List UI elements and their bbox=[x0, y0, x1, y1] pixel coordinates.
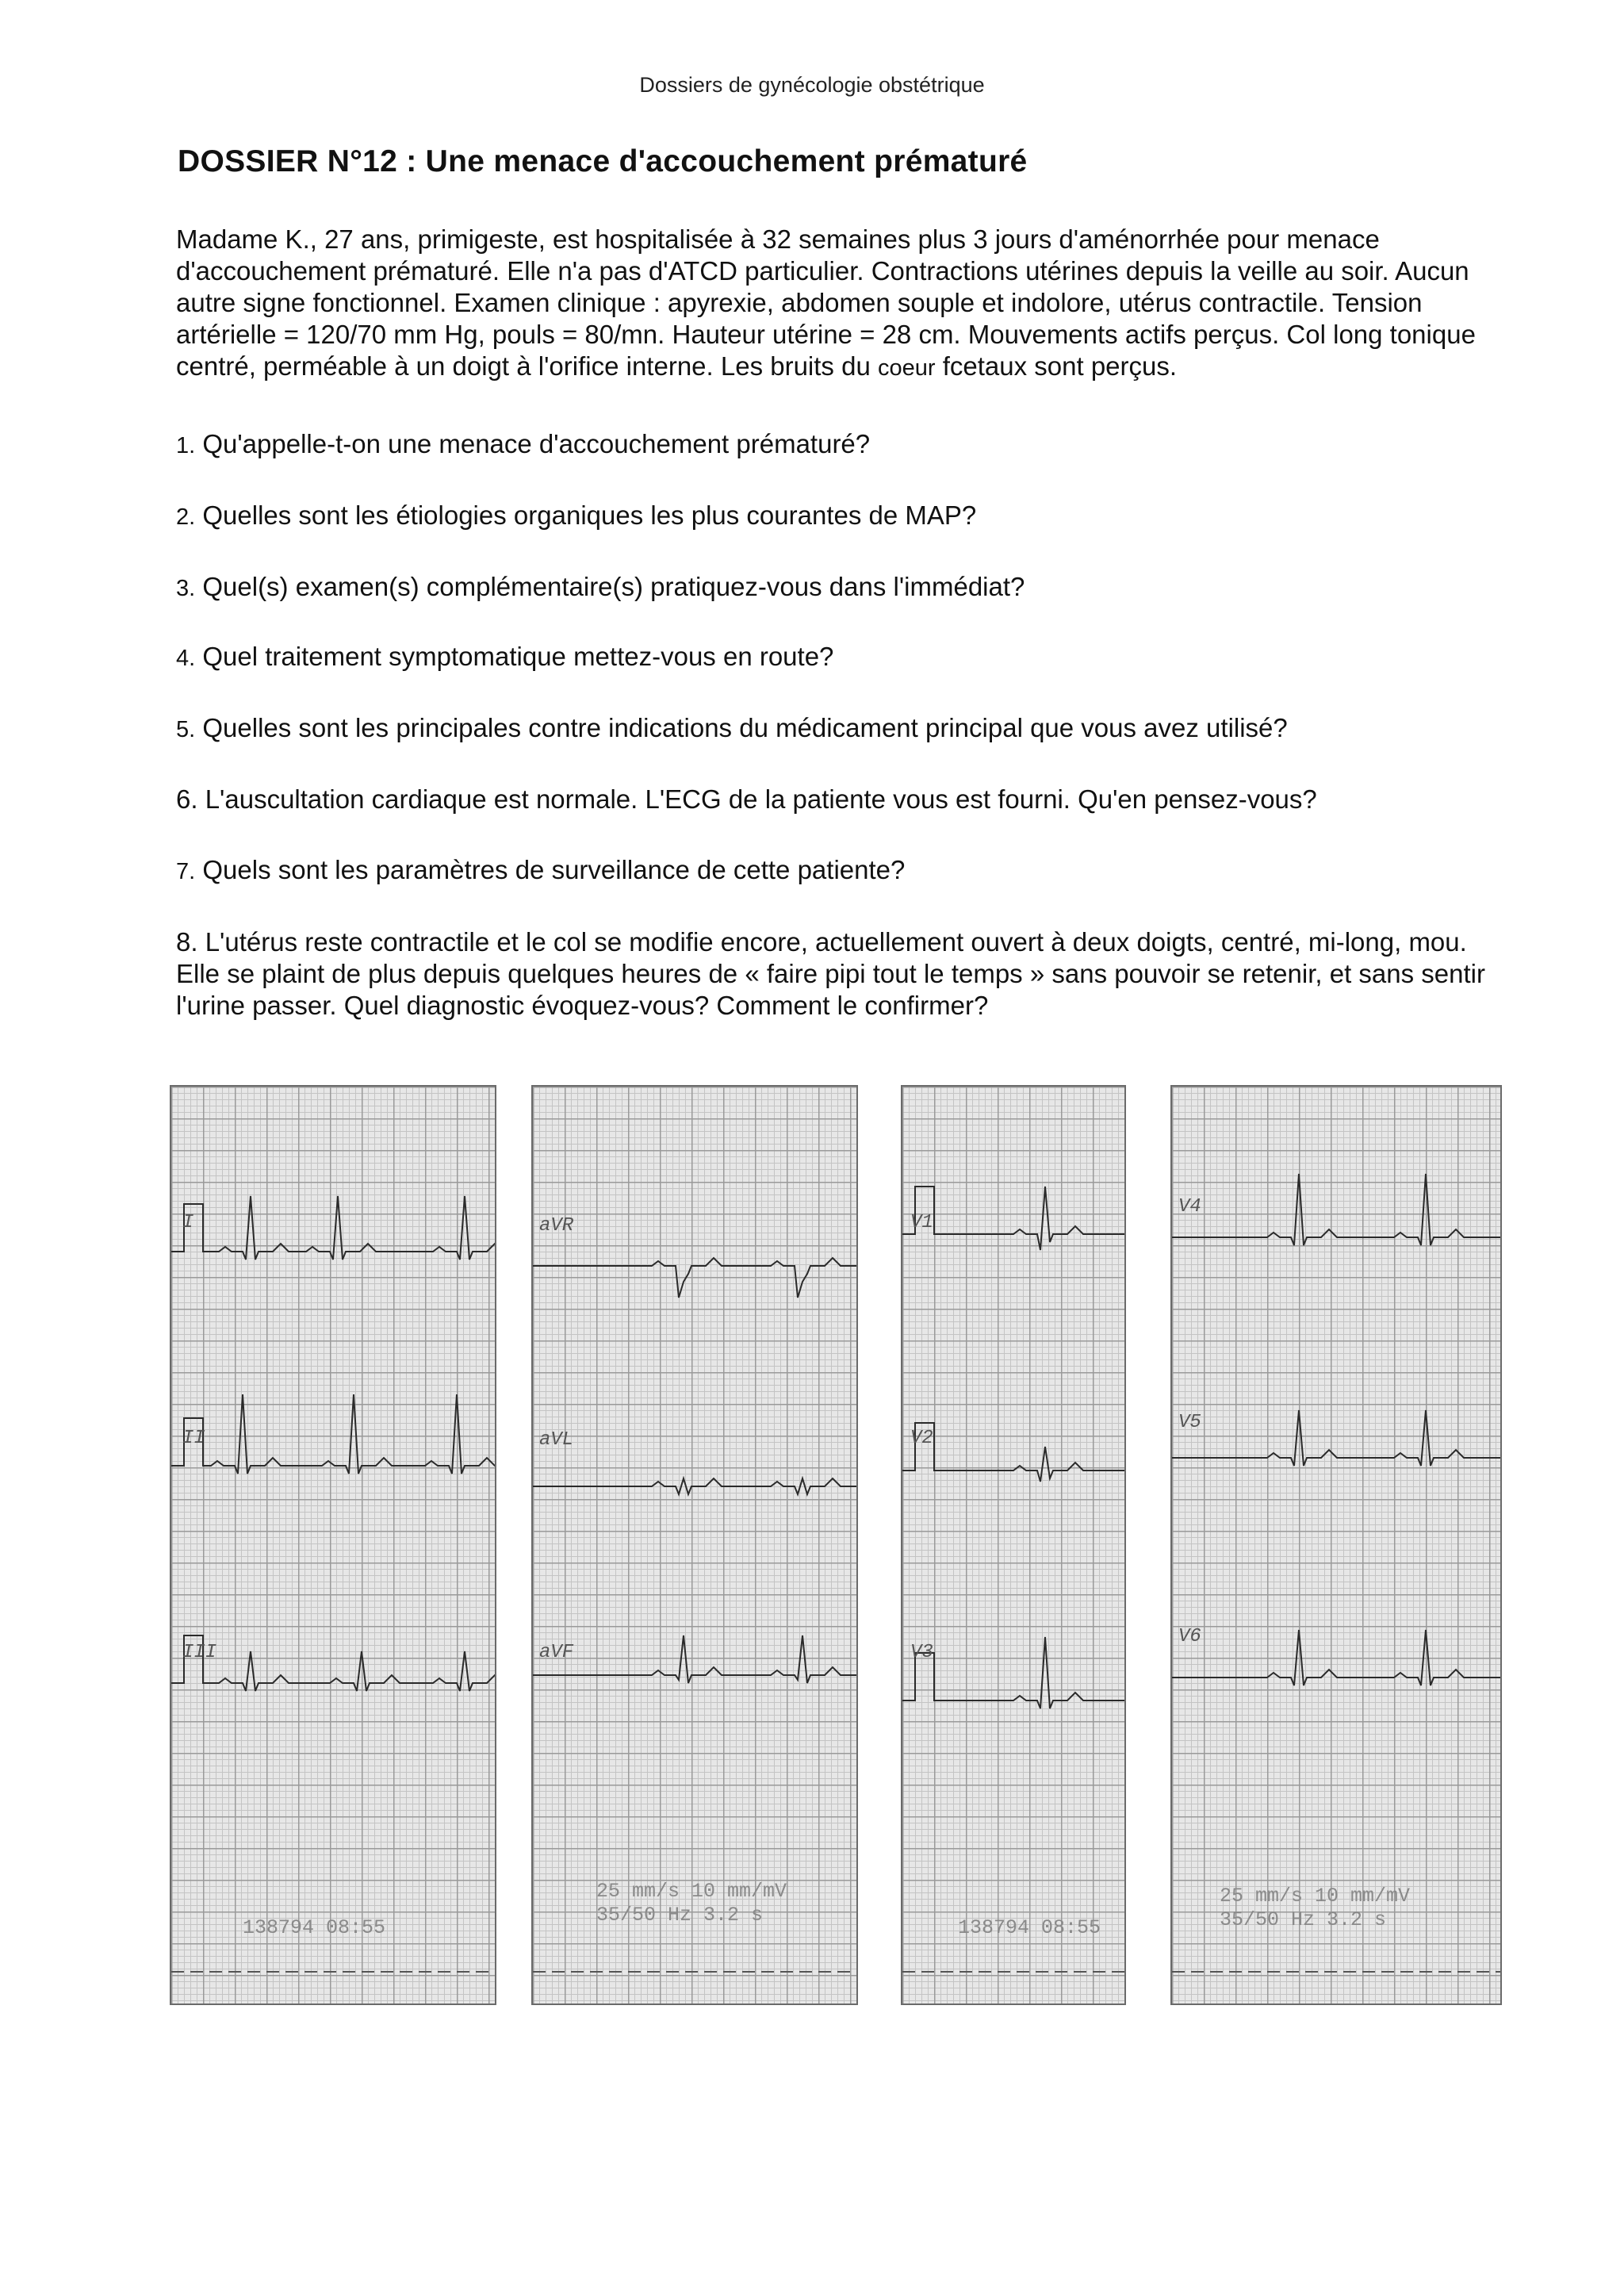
question-6 bbox=[176, 784, 1492, 815]
question-text: Quelles sont les principales contre indications du médicament principal que vous avez utilisé? bbox=[202, 713, 1288, 742]
case-text-after: sont perçus. bbox=[1034, 351, 1178, 381]
ecg-trace-2 bbox=[533, 1478, 858, 1494]
question-7 bbox=[176, 854, 1492, 888]
question-text: Quels sont les paramètres de surveillance de cette patiente? bbox=[202, 855, 906, 884]
lead-label-V5: V5 bbox=[1178, 1412, 1201, 1433]
question-number: 2. bbox=[176, 504, 196, 530]
ecg-footer-augmented: 25 mm/s 10 mm/mV 35/50 Hz 3.2 s bbox=[596, 1880, 787, 1927]
ecg-trace-3 bbox=[902, 1637, 1126, 1708]
lead-label-V4: V4 bbox=[1178, 1196, 1201, 1217]
ecg-trace-3 bbox=[1172, 1630, 1502, 1685]
ecg-trace-3 bbox=[171, 1635, 496, 1691]
question-text: Quelles sont les étiologies organiques les plus courantes de MAP? bbox=[202, 500, 977, 530]
lead-label-aVL: aVL bbox=[539, 1429, 574, 1451]
question-number: 8. bbox=[176, 927, 198, 957]
dossier-title: DOSSIER N°12 : Une menace d'accouchement prématuré bbox=[178, 144, 1028, 178]
question-3 bbox=[176, 571, 1492, 604]
ecg-footer-v1-v3: 138794 08:55 bbox=[958, 1916, 1101, 1939]
ecg-trace-3 bbox=[533, 1635, 858, 1683]
case-word-coeur: coeur bbox=[877, 355, 936, 381]
ecg-strip-augmented bbox=[531, 1085, 858, 2005]
question-number: 4. bbox=[176, 646, 196, 671]
ecg-trace-1 bbox=[902, 1187, 1126, 1250]
question-text: Quel traitement symptomatique mettez-vous en route? bbox=[202, 642, 834, 671]
lead-label-V3: V3 bbox=[910, 1642, 933, 1663]
ecg-trace-1 bbox=[533, 1258, 858, 1298]
lead-label-aVF: aVF bbox=[539, 1642, 574, 1663]
case-text-before: Madame K., 27 ans, primigeste, est hospitalisée à 32 semaines plus 3 jours d'aménorrhée pour menace d'accouchement prématuré. Elle n'a pas d'ATCD particulier. Contractions utérines depuis la veille au soir. Aucun autre signe fonctionnel. Examen clinique : apyrexie, abdomen souple et indolore, utérus contractile. Tension artérielle = 120/70 mm Hg, pouls = 80/mn. Hauteur utérine = 28 cm. Mouvements actifs perçus. Col long tonique centré, perméable à un doigt à l'orifice interne. Les bruits du bbox=[176, 224, 1476, 381]
question-number: 6. bbox=[176, 784, 198, 814]
lead-label-aVR: aVR bbox=[539, 1215, 574, 1237]
lead-label-II: II bbox=[182, 1428, 205, 1449]
question-number: 3. bbox=[176, 576, 196, 601]
lead-label-I: I bbox=[182, 1212, 194, 1233]
ecg-traces-augmented bbox=[533, 1087, 858, 2005]
ecg-trace-1 bbox=[1172, 1174, 1502, 1245]
lead-label-V6: V6 bbox=[1178, 1626, 1201, 1647]
question-4 bbox=[176, 641, 1492, 674]
ecg-trace-2 bbox=[902, 1423, 1126, 1482]
lead-label-V1: V1 bbox=[910, 1212, 933, 1233]
question-text: Quel(s) examen(s) complémentaire(s) pratiquez-vous dans l'immédiat? bbox=[202, 572, 1025, 601]
question-1 bbox=[176, 428, 1492, 462]
question-number: 5. bbox=[176, 717, 196, 742]
ecg-traces-v1-v3 bbox=[902, 1087, 1126, 2005]
ecg-strip-v1-v3 bbox=[901, 1085, 1126, 2005]
ecg-strip-limb bbox=[170, 1085, 496, 2005]
running-header: Dossiers de gynécologie obstétrique bbox=[639, 73, 985, 97]
ecg-strip-v4-v6 bbox=[1170, 1085, 1502, 2005]
question-text: L'utérus reste contractile et le col se modifie encore, actuellement ouvert à deux doigts, centré, mi-long, mou. Elle se plaint de plus depuis quelques heures de « faire pipi tout le temps » sans pouvoir se retenir, et sans sentir l'urine passer. Quel diagnostic évoquez-vous? Comment le confirmer? bbox=[176, 927, 1485, 1020]
question-text: Qu'appelle-t-on une menace d'accouchement prématuré? bbox=[202, 429, 871, 458]
ecg-footer-limb: 138794 08:55 bbox=[243, 1916, 386, 1939]
ecg-traces-v4-v6 bbox=[1172, 1087, 1502, 2005]
lead-label-V2: V2 bbox=[910, 1428, 933, 1449]
case-word-foetaux: fcetaux bbox=[942, 351, 1028, 381]
question-text: L'auscultation cardiaque est normale. L'ECG de la patiente vous est fourni. Qu'en pensez-vous? bbox=[205, 784, 1317, 814]
question-number: 7. bbox=[176, 859, 196, 884]
ecg-trace-2 bbox=[1172, 1410, 1502, 1466]
question-2 bbox=[176, 500, 1492, 533]
ecg-trace-2 bbox=[171, 1394, 496, 1474]
lead-label-III: III bbox=[182, 1642, 217, 1663]
case-description bbox=[176, 224, 1492, 384]
ecg-traces-limb bbox=[171, 1087, 496, 2005]
question-number: 1. bbox=[176, 433, 196, 458]
ecg-trace-1 bbox=[171, 1196, 496, 1260]
question-8 bbox=[176, 926, 1492, 1022]
question-5 bbox=[176, 712, 1492, 746]
ecg-footer-v4-v6: 25 mm/s 10 mm/mV 35/50 Hz 3.2 s bbox=[1220, 1885, 1411, 1931]
